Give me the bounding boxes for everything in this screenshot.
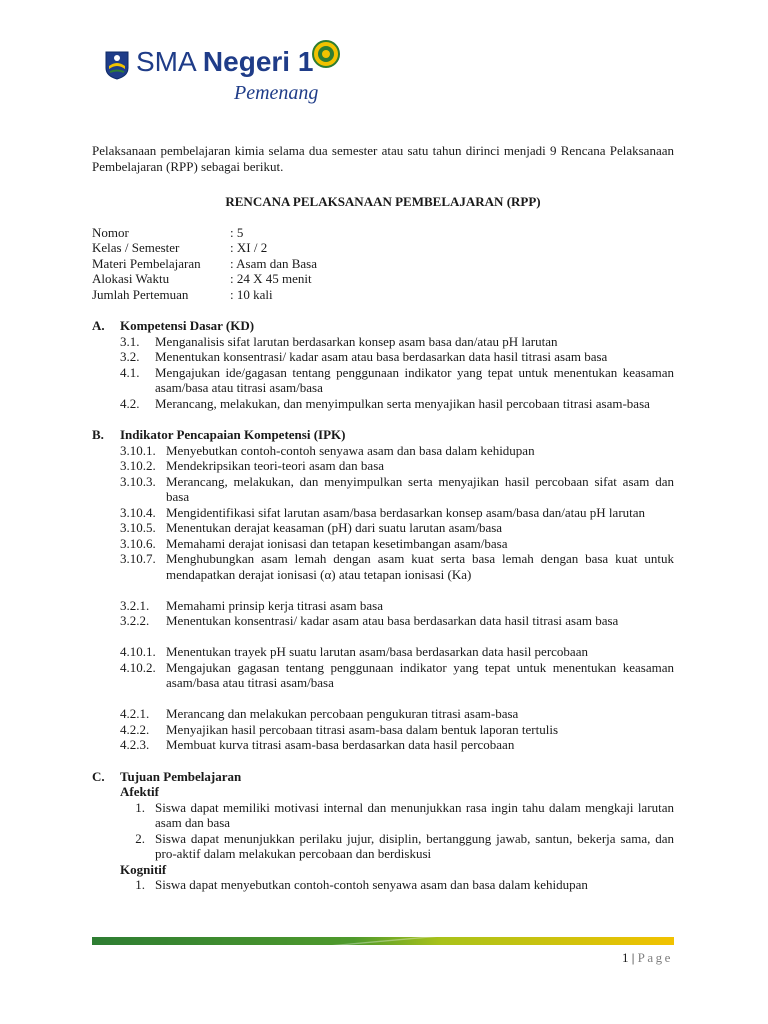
school-prefix: SMA	[136, 46, 196, 77]
list-item	[92, 660, 674, 691]
meta-row	[92, 271, 674, 287]
list-item	[92, 365, 674, 396]
document-body	[92, 143, 674, 893]
list-item	[92, 536, 674, 552]
list-item	[92, 551, 674, 582]
meta-value: : 24 X 45 menit	[230, 271, 312, 286]
page-label: Page	[637, 950, 673, 965]
item-number: 4.1.	[120, 364, 140, 380]
item-number: 4.2.	[120, 395, 140, 411]
item-text: Menyebutkan contoh-contoh senyawa asam dan basa dalam kehidupan	[166, 442, 535, 458]
item-text: Mengajukan ide/gagasan tentang penggunaan indikator yang tepat untuk menentukan keasaman asam/basa atau titrasi asam/basa	[155, 364, 674, 395]
list-item	[92, 458, 674, 474]
item-number: 2.	[135, 830, 145, 846]
item-text: Merancang, melakukan, dan menyimpulkan serta menyajikan hasil percobaan titrasi asam-basa	[155, 395, 650, 411]
meta-value: : 5	[230, 224, 244, 240]
item-number: 3.10.7.	[120, 551, 156, 566]
item-text: Menentukan konsentrasi/ kadar asam atau basa berdasarkan data hasil titrasi asam basa	[166, 613, 619, 628]
item-text: Menghubungkan asam lemah dengan asam kuat serta basa lemah dengan basa kuat untuk mendapatkan derajat ionisasi (α) atau tetapan ionisasi (Ka)	[166, 551, 674, 582]
list-item	[92, 396, 674, 412]
meta-label: Alokasi Waktu	[92, 271, 170, 286]
meta-label: Jumlah Pertemuan	[92, 286, 189, 302]
list-item	[92, 474, 674, 505]
item-number: 4.10.1.	[120, 644, 156, 659]
meta-label: Nomor	[92, 224, 129, 240]
item-text: Memahami derajat ionisasi dan tetapan kesetimbangan asam/basa	[166, 535, 508, 551]
section-b-heading	[92, 427, 674, 443]
item-text: Merancang, melakukan, dan menyimpulkan serta menyajikan hasil percobaan sifat asam dan basa	[166, 473, 674, 504]
list-item	[92, 644, 674, 660]
spacer	[92, 582, 674, 598]
section-a-heading	[92, 318, 674, 334]
list-item	[92, 598, 674, 614]
item-number: 3.10.2.	[120, 458, 156, 473]
school-header	[104, 40, 364, 110]
spacer	[92, 629, 674, 645]
list-item	[92, 334, 674, 350]
list-item	[92, 349, 674, 365]
meta-row	[92, 287, 674, 303]
afektif-heading: Afektif	[120, 784, 159, 799]
item-number: 3.10.5.	[120, 520, 156, 535]
list-item	[92, 520, 674, 536]
item-number: 1.	[135, 799, 145, 815]
item-number: 3.2.	[120, 349, 140, 364]
item-number: 3.10.6.	[120, 535, 156, 551]
document-title: RENCANA PELAKSANAAN PEMBELAJARAN (RPP)	[225, 194, 541, 209]
item-text: Siswa dapat menyebutkan contoh-contoh senyawa asam dan basa dalam kehidupan	[155, 877, 588, 892]
list-item	[92, 800, 674, 831]
list-item	[92, 831, 674, 862]
section-title: Indikator Pencapaian Kompetensi (IPK)	[120, 427, 346, 442]
list-item	[92, 443, 674, 459]
meta-table	[92, 225, 674, 303]
item-text: Merancang dan melakukan percobaan pengukuran titrasi asam-basa	[166, 706, 519, 721]
item-number: 3.2.2.	[120, 613, 150, 628]
meta-label: Kelas / Semester	[92, 240, 180, 255]
meta-row	[92, 240, 674, 256]
school-name	[136, 46, 313, 78]
intro-paragraph: Pelaksanaan pembelajaran kimia selama dua semester atau satu tahun dirinci menjadi 9 Rencana Pelaksanaan Pembelajaran (RPP) sebagai berikut.	[92, 143, 674, 174]
item-number: 3.10.1.	[120, 442, 156, 458]
section-letter: A.	[92, 318, 105, 333]
school-emblem-icon	[312, 40, 340, 68]
meta-value: : 10 kali	[230, 286, 273, 302]
item-text: Menentukan konsentrasi/ kadar asam atau basa berdasarkan data hasil titrasi asam basa	[155, 349, 608, 364]
spacer	[92, 691, 674, 707]
item-text: Mengidentifikasi sifat larutan asam/basa berdasarkan konsep asam/basa dan/atau pH larutan	[166, 504, 646, 520]
meta-label: Materi Pembelajaran	[92, 255, 201, 271]
page-number	[622, 950, 673, 966]
item-number: 3.2.1.	[120, 597, 150, 613]
item-text: Menentukan derajat keasaman (pH) dari suatu larutan asam/basa	[166, 520, 503, 535]
item-text: Menyajikan hasil percobaan titrasi asam-basa dalam bentuk laporan tertulis	[166, 721, 559, 737]
item-number: 4.10.2.	[120, 659, 156, 675]
list-item	[92, 737, 674, 753]
page-separator: |	[631, 950, 635, 965]
list-item	[92, 613, 674, 629]
list-item	[92, 722, 674, 738]
item-number: 4.2.3.	[120, 737, 150, 752]
item-text: Siswa dapat memiliki motivasi internal dan menunjukkan rasa ingin tahu dalam mengkaji larutan asam dan basa	[155, 799, 674, 830]
item-text: Menganalisis sifat larutan berdasarkan konsep asam basa dan/atau pH larutan	[155, 333, 558, 349]
list-item	[92, 706, 674, 722]
section-c-heading	[92, 769, 674, 785]
kognitif-heading: Kognitif	[120, 861, 167, 877]
footer-divider-bar	[92, 937, 674, 945]
item-text: Memahami prinsip kerja titrasi asam basa	[166, 597, 383, 613]
item-text: Mengajukan gagasan tentang penggunaan indikator yang tepat untuk menentukan keasaman asam/basa atau titrasi asam/basa	[166, 659, 674, 690]
item-text: Menentukan trayek pH suatu larutan asam/basa berdasarkan data hasil percobaan	[166, 644, 588, 659]
section-letter: B.	[92, 427, 104, 442]
province-emblem-icon	[104, 50, 130, 80]
item-number: 3.1.	[120, 333, 140, 349]
list-item	[92, 877, 674, 893]
item-text: Mendekripsikan teori-teori asam dan basa	[166, 458, 385, 473]
list-item	[92, 505, 674, 521]
item-number: 3.10.4.	[120, 504, 156, 520]
section-letter: C.	[92, 768, 105, 784]
item-number: 4.2.1.	[120, 706, 150, 721]
section-title: Tujuan Pembelajaran	[120, 768, 242, 784]
meta-value: : XI / 2	[230, 240, 268, 255]
item-number: 4.2.2.	[120, 721, 150, 737]
section-title: Kompetensi Dasar (KD)	[120, 318, 255, 333]
school-subtitle: Pemenang	[234, 82, 319, 104]
school-name-bold: Negeri 1	[202, 46, 314, 77]
meta-row	[92, 256, 674, 272]
item-text: Membuat kurva titrasi asam-basa berdasarkan data hasil percobaan	[166, 737, 515, 752]
meta-row	[92, 225, 674, 241]
item-text: Siswa dapat menunjukkan perilaku jujur, disiplin, bertanggung jawab, santun, bekerja sama, dan pro-aktif dalam melakukan percobaan dan berdiskusi	[155, 830, 674, 861]
page-number-value: 1	[622, 950, 629, 965]
item-number: 3.10.3.	[120, 473, 156, 489]
item-number: 1.	[135, 877, 145, 892]
meta-value: : Asam dan Basa	[230, 255, 318, 271]
